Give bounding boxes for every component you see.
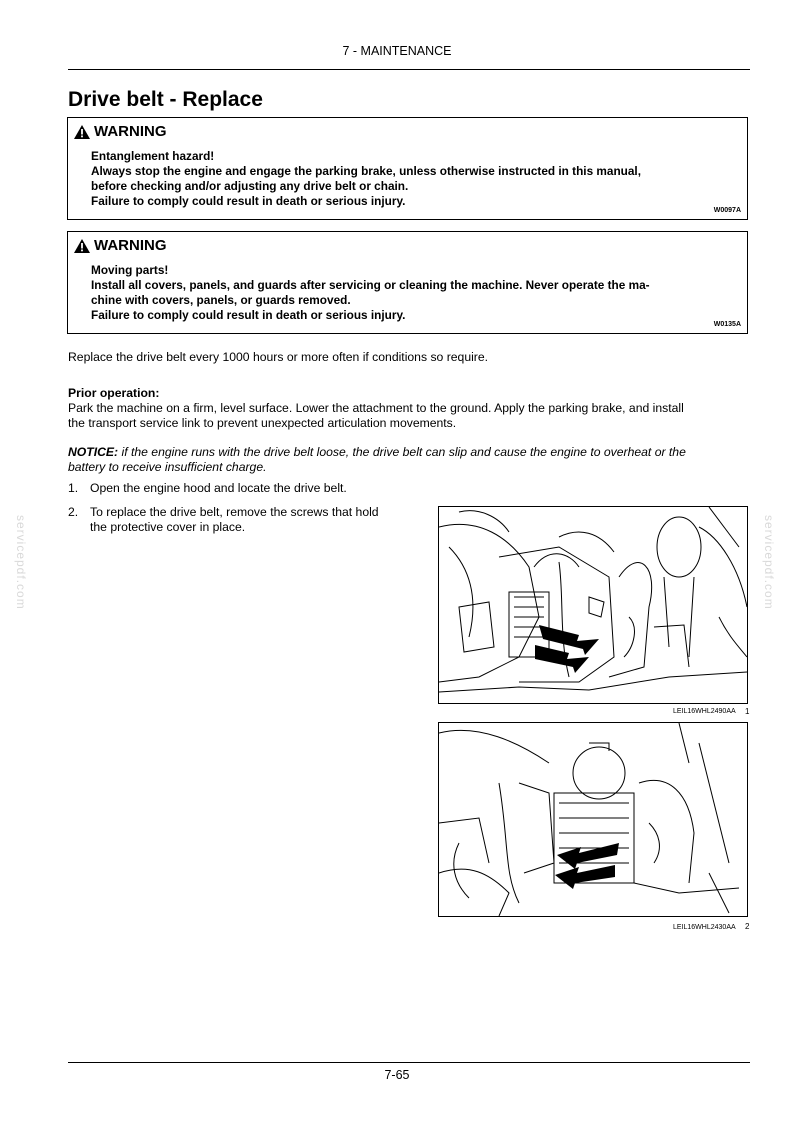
step-number: 2.	[68, 505, 79, 519]
warning-line: Failure to comply could result in death or serious injury.	[91, 308, 406, 322]
step-text: Open the engine hood and locate the drive belt.	[90, 481, 347, 495]
step-number: 1.	[68, 481, 79, 495]
prior-operation-line: the transport service link to prevent unexpected articulation movements.	[68, 416, 457, 430]
watermark-left: servicepdf.com	[14, 515, 28, 610]
figure-1-engine-drawing	[438, 506, 748, 704]
notice-text: battery to receive insufficient charge.	[68, 460, 267, 474]
figure-2-engine-drawing	[438, 722, 748, 917]
step-1	[68, 481, 347, 496]
warning-heading-label: WARNING	[94, 123, 167, 140]
prior-operation-heading: Prior operation:	[68, 386, 160, 400]
figure-caption: LEIL16WHL2490AA	[673, 708, 736, 715]
step-text: the protective cover in place.	[90, 520, 246, 534]
warning-triangle-icon	[74, 239, 90, 253]
notice-label: NOTICE:	[68, 445, 119, 459]
warning-line: Install all covers, panels, and guards after servicing or cleaning the machine. Never operate the ma-	[91, 278, 650, 292]
warning-heading	[74, 237, 167, 254]
warning-box-entanglement	[67, 117, 748, 220]
warning-triangle-icon	[74, 125, 90, 139]
warning-body	[91, 149, 729, 209]
watermark-right: servicepdf.com	[762, 515, 776, 610]
step-text: To replace the drive belt, remove the screws that hold	[90, 505, 379, 519]
figure-number: 2	[745, 922, 750, 931]
engine-illustration-1	[439, 507, 747, 703]
warning-line: Always stop the engine and engage the parking brake, unless otherwise instructed in this manual,	[91, 164, 641, 178]
notice	[68, 445, 752, 475]
prior-operation	[68, 386, 752, 431]
page-number: 7-65	[384, 1068, 410, 1082]
warning-line: chine with covers, panels, or guards removed.	[91, 293, 351, 307]
step-2	[68, 505, 379, 535]
intro-text: Replace the drive belt every 1000 hours or more often if conditions so require.	[68, 350, 489, 364]
footer-rule	[68, 1062, 750, 1063]
figure-number: 1	[745, 707, 750, 716]
warning-line: Failure to comply could result in death or serious injury.	[91, 194, 406, 208]
warning-code: W0097A	[713, 207, 741, 214]
prior-operation-line: Park the machine on a firm, level surface. Lower the attachment to the ground. Apply the parking brake, and install	[68, 401, 684, 415]
page-title: Drive belt - Replace	[68, 88, 263, 111]
engine-illustration-2	[439, 723, 747, 916]
section-header: 7 - MAINTENANCE	[342, 44, 452, 58]
warning-line: Entanglement hazard!	[91, 149, 215, 163]
warning-line: Moving parts!	[91, 263, 169, 277]
warning-body	[91, 263, 729, 323]
warning-code: W0135A	[713, 321, 741, 328]
warning-heading-label: WARNING	[94, 237, 167, 254]
notice-text: if the engine runs with the drive belt loose, the drive belt can slip and cause the engine to overheat or the	[118, 445, 686, 459]
header-rule	[68, 69, 750, 70]
figure-caption: LEIL16WHL2430AA	[673, 924, 736, 931]
warning-line: before checking and/or adjusting any drive belt or chain.	[91, 179, 409, 193]
warning-box-moving-parts	[67, 231, 748, 334]
warning-heading	[74, 123, 167, 140]
